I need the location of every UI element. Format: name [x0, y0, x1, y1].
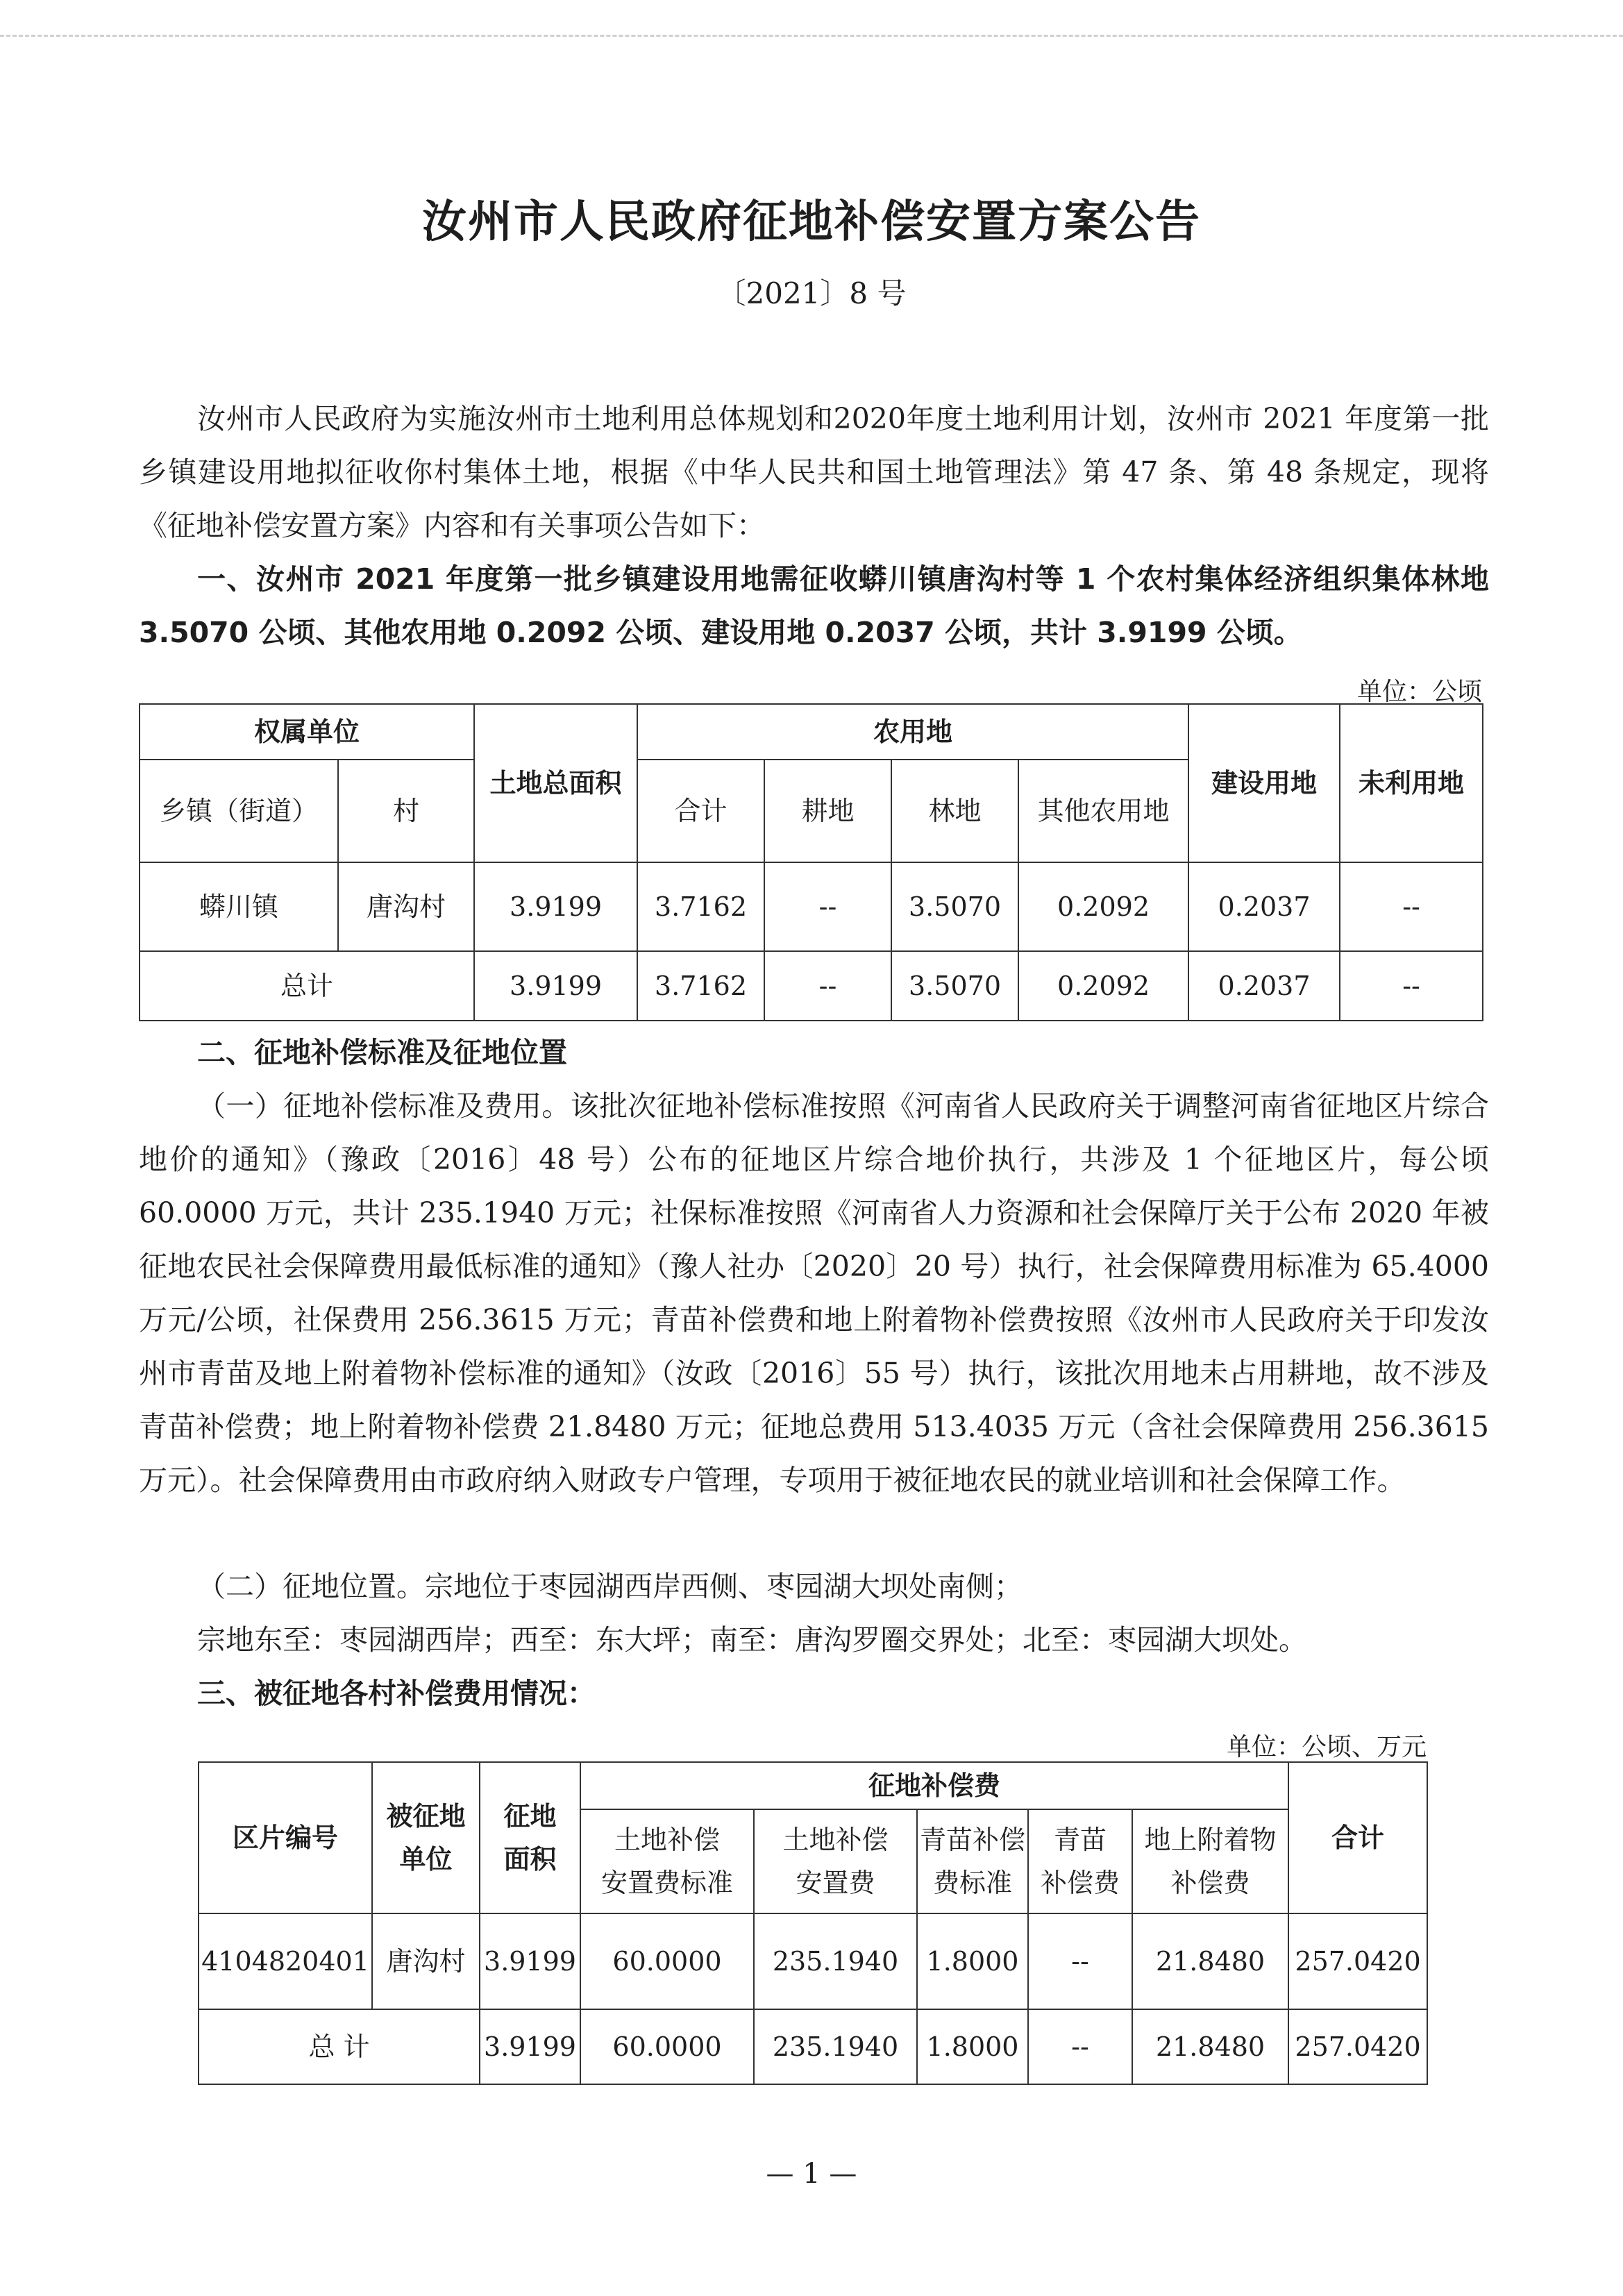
section-1: 一、汝州市 2021 年度第一批乡镇建设用地需征收蟒川镇唐沟村等 1 个农村集体经济组织集体林地 3.5070 公顷、其他农用地 0.2092 公顷、建设用地 0.2037 公顷，共计 3.9199 公顷。 [139, 562, 1489, 649]
header-land-std-line1: 土地补偿 [614, 1825, 720, 1855]
section-2-2: （二）征地位置。宗地位于枣园湖西岸西侧、枣园湖大坝处南侧； [197, 1570, 1023, 1603]
table-row [199, 1913, 1427, 2009]
cell-attach: 21.8480 [1132, 1913, 1288, 2009]
cell-total-cultivated: -- [764, 951, 891, 1021]
header-construction: 建设用地 [1188, 704, 1340, 862]
cell-total-area: 3.9199 [474, 951, 637, 1021]
header-village: 村 [338, 760, 474, 862]
header-crop-std-line2: 费标准 [932, 1868, 1012, 1898]
document-number: 〔2021〕8 号 [716, 276, 907, 310]
header-other-farm: 其他农用地 [1018, 760, 1188, 862]
cell-total-other-farm: 0.2092 [1018, 951, 1188, 1021]
header-unit-line1: 被征地 [386, 1801, 466, 1832]
cell-total-attach: 21.8480 [1132, 2009, 1288, 2084]
cell-other-farm: 0.2092 [1018, 862, 1188, 951]
header-subtotal: 合计 [637, 760, 764, 862]
header-crop-fee-line2: 补偿费 [1040, 1868, 1120, 1898]
header-farmland: 农用地 [637, 704, 1188, 760]
header-land-std-line2: 安置费标准 [600, 1868, 733, 1898]
page-number: — 1 — [766, 2158, 857, 2190]
cell-construction: 0.2037 [1188, 862, 1340, 951]
header-area-line1: 征地 [503, 1801, 557, 1832]
header-land-std [580, 1809, 754, 1913]
land-area-table [139, 703, 1483, 1021]
header-zone-id: 区片编号 [199, 1762, 372, 1913]
header-land-fee-line1: 土地补偿 [782, 1825, 889, 1855]
section-2-1: （一）征地补偿标准及费用。该批次征地补偿标准按照《河南省人民政府关于调整河南省征地区片综合地价的通知》（豫政〔2016〕48 号）公布的征地区片综合地价执行，共涉及 1 个征地区片，每公顷 60.0000 万元，共计 235.1940 万元；社保标准按照《河南省人力资源和社会保障厅关于公布 2020 年被征地农民社会保障费用最低标准的通知》（豫人社办〔2020〕20 号）执行，社会保障费用标准为 65.4000 万元/公顷，社保费用 256.3615 万元；青苗补偿费和地上附着物补偿费按照《汝州市人民政府关于印发汝州市青苗及地上附着物补偿标准的通知》（汝政〔2016〕55 号）执行，该批次用地未占用耕地，故不涉及青苗补偿费；地上附着物补偿费 21.8480 万元；征地总费用 513.4035 万元（含社会保障费用 256.3615 万元）。社会保障费用由市政府纳入财政专户管理，专项用于被征地农民的就业培训和社会保障工作。 [139, 1089, 1489, 1497]
cell-total-label: 总计 [140, 951, 474, 1021]
cell-village: 唐沟村 [338, 862, 474, 951]
cell-land-std: 60.0000 [580, 1913, 754, 2009]
header-area-line2: 面积 [503, 1844, 557, 1875]
header-compensation: 征地补偿费 [580, 1762, 1288, 1809]
cell-total-total: 257.0420 [1288, 2009, 1427, 2084]
cell-total-label: 总 计 [199, 2009, 480, 2084]
table-total-row [199, 2009, 1427, 2084]
header-forest: 林地 [891, 760, 1018, 862]
cell-total-unused: -- [1340, 951, 1483, 1021]
cell-total-forest: 3.5070 [891, 951, 1018, 1021]
section-2-2-boundaries: 宗地东至：枣园湖西岸；西至：东大坪；南至：唐沟罗圈交界处；北至：枣园湖大坝处。 [197, 1623, 1307, 1657]
header-unit [372, 1762, 480, 1913]
table1-unit: 单位：公顷 [1356, 678, 1482, 706]
cell-total-crop-fee: -- [1028, 2009, 1132, 2084]
cell-crop-fee: -- [1028, 1913, 1132, 2009]
cell-crop-std: 1.8000 [917, 1913, 1028, 2009]
header-cultivated: 耕地 [764, 760, 891, 862]
table2-unit: 单位：公顷、万元 [1226, 1733, 1427, 1761]
cell-total: 257.0420 [1288, 1913, 1427, 2009]
cell-total-crop-std: 1.8000 [917, 2009, 1028, 2084]
cell-total-area: 3.9199 [474, 862, 637, 951]
cell-forest: 3.5070 [891, 862, 1018, 951]
compensation-table [198, 1761, 1428, 2085]
cell-total-subtotal: 3.7162 [637, 951, 764, 1021]
intro-paragraph: 汝州市人民政府为实施汝州市土地利用总体规划和2020年度土地利用计划，汝州市 2021 年度第一批乡镇建设用地拟征收你村集体土地，根据《中华人民共和国土地管理法》第 47 条、第 48 条规定，现将《征地补偿安置方案》内容和有关事项公告如下： [139, 402, 1489, 542]
table-total-row [140, 951, 1483, 1021]
header-attach-line2: 补偿费 [1170, 1868, 1250, 1898]
section-3-heading: 三、被征地各村补偿费用情况： [197, 1677, 596, 1710]
header-crop-fee [1028, 1809, 1132, 1913]
header-land-fee-line2: 安置费 [796, 1868, 875, 1898]
cell-zone-id: 4104820401 [199, 1913, 372, 2009]
cell-land-fee: 235.1940 [754, 1913, 917, 2009]
cell-total-area: 3.9199 [480, 2009, 580, 2084]
section-2-heading: 二、征地补偿标准及征地位置 [197, 1036, 567, 1069]
cell-unused: -- [1340, 862, 1483, 951]
cell-cultivated: -- [764, 862, 891, 951]
header-unused: 未利用地 [1340, 704, 1483, 862]
cell-subtotal: 3.7162 [637, 862, 764, 951]
header-crop-fee-line1: 青苗 [1053, 1825, 1107, 1855]
scan-top-dashed-line [0, 35, 1623, 37]
cell-town: 蟒川镇 [140, 862, 338, 951]
header-crop-std [917, 1809, 1028, 1913]
table-row [140, 862, 1483, 951]
header-total-area: 土地总面积 [474, 704, 637, 862]
document-title: 汝州市人民政府征地补偿安置方案公告 [422, 196, 1201, 248]
cell-area: 3.9199 [480, 1913, 580, 2009]
header-land-fee [754, 1809, 917, 1913]
header-area [480, 1762, 580, 1913]
header-town: 乡镇（街道） [140, 760, 338, 862]
header-unit-line2: 单位 [399, 1844, 453, 1875]
header-total: 合计 [1288, 1762, 1427, 1913]
header-owner: 权属单位 [140, 704, 474, 760]
header-crop-std-line1: 青苗补偿 [919, 1825, 1025, 1855]
header-attach [1132, 1809, 1288, 1913]
cell-total-construction: 0.2037 [1188, 951, 1340, 1021]
cell-unit: 唐沟村 [372, 1913, 480, 2009]
cell-total-land-fee: 235.1940 [754, 2009, 917, 2084]
cell-total-land-std: 60.0000 [580, 2009, 754, 2084]
header-attach-line1: 地上附着物 [1144, 1825, 1277, 1855]
